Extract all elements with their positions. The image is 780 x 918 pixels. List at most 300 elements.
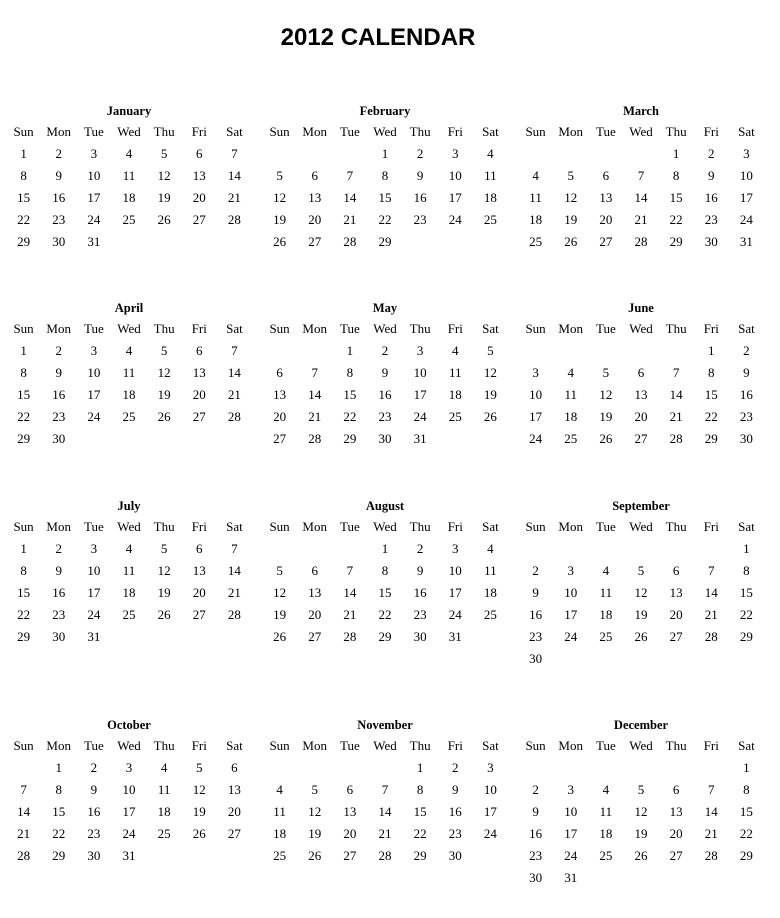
- day-cell: 20: [308, 212, 322, 227]
- day-cell: 6: [231, 760, 238, 775]
- day-cell: 21: [308, 409, 322, 424]
- day-cell: 8: [55, 782, 62, 797]
- day-cell: 6: [672, 563, 680, 578]
- day-cell: 17: [739, 190, 753, 205]
- day-cell: 27: [192, 212, 206, 227]
- empty-cell: [297, 757, 332, 779]
- day-cell: 24: [87, 409, 101, 424]
- day-cell: 4: [602, 782, 610, 797]
- day-cell: 31: [564, 870, 578, 885]
- day-cell: 1: [381, 541, 389, 556]
- day-cell: 7: [708, 782, 715, 797]
- day-cell: 23: [413, 607, 427, 622]
- week-row: [6, 801, 252, 823]
- day-cell: 18: [448, 387, 462, 402]
- day-cell: 22: [52, 826, 66, 841]
- day-cell: 8: [346, 365, 354, 380]
- day-cell: 23: [529, 848, 543, 863]
- empty-cell: [553, 648, 588, 670]
- weekday-label: Fri: [447, 124, 463, 139]
- day-cell: 9: [55, 168, 62, 183]
- day-cell: 28: [343, 629, 357, 644]
- empty-cell: [217, 845, 252, 867]
- day-cell: 25: [122, 212, 136, 227]
- week-row: [518, 779, 764, 801]
- day-cell: 6: [672, 782, 680, 797]
- week-row: [518, 340, 764, 362]
- day-cell: 12: [192, 782, 206, 797]
- week-row: [262, 384, 508, 406]
- day-cell: 2: [55, 146, 62, 161]
- day-cell: 10: [529, 387, 543, 402]
- day-cell: 20: [227, 804, 241, 819]
- day-cell: 16: [448, 804, 462, 819]
- weekday-label: Mon: [558, 519, 583, 534]
- day-cell: 14: [308, 387, 322, 402]
- day-cell: 8: [20, 563, 27, 578]
- day-cell: 26: [273, 629, 287, 644]
- day-cell: 25: [157, 826, 171, 841]
- day-cell: 1: [346, 343, 354, 358]
- weekday-label: Mon: [558, 321, 583, 336]
- day-cell: 22: [739, 826, 753, 841]
- day-cell: 4: [532, 168, 539, 183]
- weekday-label: Fri: [191, 738, 207, 753]
- day-cell: 1: [55, 760, 62, 775]
- day-cell: 31: [739, 234, 753, 249]
- week-row: [518, 823, 764, 845]
- weekday-label: Sat: [738, 124, 755, 139]
- weekday-label: Sat: [738, 321, 755, 336]
- day-cell: 21: [704, 826, 718, 841]
- weekday-label: Sun: [269, 519, 290, 534]
- day-cell: 28: [17, 848, 31, 863]
- day-cell: 27: [669, 629, 683, 644]
- empty-cell: [588, 867, 623, 889]
- day-cell: 1: [672, 146, 680, 161]
- day-cell: 28: [669, 431, 683, 446]
- weekday-label: Thu: [153, 738, 175, 753]
- day-cell: 6: [196, 146, 203, 161]
- day-cell: 25: [564, 431, 578, 446]
- day-cell: 13: [192, 563, 206, 578]
- empty-cell: [473, 428, 508, 450]
- day-cell: 3: [487, 760, 494, 775]
- weekday-label: Fri: [447, 519, 463, 534]
- weekday-header: [6, 516, 252, 538]
- empty-cell: [588, 757, 623, 779]
- day-cell: 9: [708, 168, 715, 183]
- week-row: [518, 165, 764, 187]
- day-cell: 14: [634, 190, 648, 205]
- day-cell: 25: [483, 212, 497, 227]
- empty-cell: [367, 757, 402, 779]
- empty-cell: [623, 648, 658, 670]
- day-cell: 2: [55, 541, 62, 556]
- day-cell: 22: [669, 212, 683, 227]
- day-cell: 8: [20, 168, 27, 183]
- week-row: [6, 209, 252, 231]
- month-april: [6, 298, 252, 450]
- day-cell: 20: [343, 826, 357, 841]
- weekday-header: [6, 735, 252, 757]
- weekday-header: [262, 121, 508, 143]
- empty-cell: [262, 538, 297, 560]
- day-cell: 5: [160, 146, 168, 161]
- day-cell: 4: [160, 760, 168, 775]
- day-cell: 21: [227, 387, 241, 402]
- empty-cell: [518, 340, 553, 362]
- day-cell: 9: [532, 804, 539, 819]
- day-cell: 29: [17, 629, 31, 644]
- week-row: [518, 428, 764, 450]
- weekday-label: Tue: [595, 738, 616, 753]
- weekday-label: Sat: [738, 519, 755, 534]
- week-row: [518, 626, 764, 648]
- weekday-header: [262, 516, 508, 538]
- empty-cell: [694, 757, 729, 779]
- week-row: [6, 845, 252, 867]
- day-cell: 18: [564, 409, 578, 424]
- day-cell: 28: [227, 607, 241, 622]
- day-cell: 3: [416, 343, 424, 358]
- day-cell: 11: [529, 190, 542, 205]
- day-cell: 7: [672, 365, 680, 380]
- day-cell: 5: [196, 760, 203, 775]
- day-cell: 30: [413, 629, 427, 644]
- day-cell: 12: [599, 387, 613, 402]
- day-cell: 13: [308, 190, 322, 205]
- empty-cell: [438, 428, 473, 450]
- day-cell: 11: [122, 168, 136, 183]
- empty-cell: [588, 143, 623, 165]
- week-row: [262, 209, 508, 231]
- day-cell: 22: [378, 607, 392, 622]
- weekday-label: Mon: [558, 124, 583, 139]
- day-cell: 11: [157, 782, 171, 797]
- day-cell: 9: [90, 782, 98, 797]
- day-cell: 17: [87, 585, 101, 600]
- weekday-label: Tue: [339, 124, 360, 139]
- week-row: [6, 428, 252, 450]
- weekday-label: Wed: [629, 738, 653, 753]
- month-name: May: [372, 301, 398, 315]
- day-cell: 15: [378, 190, 392, 205]
- week-row: [262, 165, 508, 187]
- day-cell: 7: [381, 782, 389, 797]
- day-cell: 5: [567, 168, 574, 183]
- day-cell: 22: [17, 409, 31, 424]
- month-november: [262, 715, 508, 867]
- week-row: [518, 582, 764, 604]
- day-cell: 5: [160, 343, 168, 358]
- day-cell: 24: [564, 629, 578, 644]
- day-cell: 23: [448, 826, 462, 841]
- week-row: [262, 582, 508, 604]
- day-cell: 11: [484, 563, 497, 578]
- day-cell: 21: [704, 607, 718, 622]
- day-cell: 16: [739, 387, 753, 402]
- day-cell: 29: [669, 234, 683, 249]
- day-cell: 3: [452, 146, 459, 161]
- day-cell: 30: [448, 848, 462, 863]
- day-cell: 22: [378, 212, 392, 227]
- day-cell: 28: [704, 629, 718, 644]
- day-cell: 6: [346, 782, 354, 797]
- month-name: August: [365, 499, 405, 513]
- day-cell: 1: [20, 541, 27, 556]
- month-name: November: [357, 718, 413, 732]
- day-cell: 23: [52, 409, 66, 424]
- week-row: [518, 187, 764, 209]
- day-cell: 4: [487, 541, 494, 556]
- day-cell: 28: [227, 212, 241, 227]
- day-cell: 6: [311, 168, 318, 183]
- day-cell: 6: [196, 541, 203, 556]
- day-cell: 4: [125, 541, 133, 556]
- day-cell: 15: [17, 190, 31, 205]
- day-cell: 10: [448, 168, 462, 183]
- day-cell: 4: [125, 343, 133, 358]
- day-cell: 19: [157, 585, 171, 600]
- week-row: [262, 604, 508, 626]
- day-cell: 27: [273, 431, 287, 446]
- weekday-label: Tue: [339, 321, 360, 336]
- day-cell: 26: [564, 234, 578, 249]
- day-cell: 25: [448, 409, 462, 424]
- day-cell: 18: [273, 826, 287, 841]
- day-cell: 31: [87, 234, 101, 249]
- empty-cell: [623, 867, 658, 889]
- day-cell: 3: [532, 365, 539, 380]
- weekday-label: Thu: [409, 124, 431, 139]
- week-row: [518, 604, 764, 626]
- day-cell: 18: [599, 607, 613, 622]
- day-cell: 23: [52, 607, 66, 622]
- week-row: [518, 845, 764, 867]
- month-name: June: [628, 301, 654, 315]
- day-cell: 9: [743, 365, 750, 380]
- day-cell: 18: [599, 826, 613, 841]
- day-cell: 3: [743, 146, 750, 161]
- day-cell: 31: [87, 629, 101, 644]
- month-june: [518, 298, 764, 450]
- weekday-label: Wed: [117, 124, 141, 139]
- month-august: [262, 496, 508, 648]
- week-row: [518, 231, 764, 253]
- day-cell: 30: [52, 629, 66, 644]
- weekday-header: [518, 318, 764, 340]
- day-cell: 30: [52, 431, 66, 446]
- empty-cell: [111, 231, 146, 253]
- week-row: [6, 165, 252, 187]
- weekday-header: [518, 735, 764, 757]
- day-cell: 25: [273, 848, 287, 863]
- day-cell: 9: [416, 168, 424, 183]
- day-cell: 8: [708, 365, 715, 380]
- day-cell: 24: [564, 848, 578, 863]
- empty-cell: [297, 538, 332, 560]
- day-cell: 5: [487, 343, 494, 358]
- day-cell: 31: [448, 629, 462, 644]
- day-cell: 17: [564, 826, 578, 841]
- day-cell: 31: [413, 431, 427, 446]
- weekday-label: Tue: [83, 519, 104, 534]
- empty-cell: [518, 538, 553, 560]
- day-cell: 22: [17, 212, 31, 227]
- day-cell: 19: [634, 826, 648, 841]
- day-cell: 8: [416, 782, 424, 797]
- weekday-label: Wed: [373, 124, 397, 139]
- day-cell: 13: [599, 190, 613, 205]
- day-cell: 16: [413, 585, 427, 600]
- weekday-label: Sun: [269, 124, 290, 139]
- day-cell: 28: [634, 234, 648, 249]
- day-cell: 11: [122, 563, 136, 578]
- day-cell: 17: [87, 190, 101, 205]
- weekday-label: Sat: [226, 519, 243, 534]
- day-cell: 19: [157, 190, 171, 205]
- week-row: [262, 626, 508, 648]
- weekday-label: Wed: [117, 519, 141, 534]
- day-cell: 14: [669, 387, 683, 402]
- empty-cell: [332, 757, 367, 779]
- day-cell: 24: [448, 607, 462, 622]
- day-cell: 21: [378, 826, 392, 841]
- day-cell: 11: [449, 365, 462, 380]
- empty-cell: [182, 626, 217, 648]
- week-row: [262, 143, 508, 165]
- month-january: [6, 101, 252, 253]
- empty-cell: [553, 143, 588, 165]
- week-row: [262, 845, 508, 867]
- day-cell: 9: [55, 563, 62, 578]
- day-cell: 1: [743, 541, 750, 556]
- weekday-label: Mon: [46, 321, 71, 336]
- weekday-label: Sun: [269, 321, 290, 336]
- empty-cell: [111, 626, 146, 648]
- day-cell: 2: [55, 343, 62, 358]
- day-cell: 12: [634, 585, 648, 600]
- weekday-label: Tue: [339, 519, 360, 534]
- day-cell: 8: [743, 782, 750, 797]
- day-cell: 7: [637, 168, 645, 183]
- day-cell: 11: [599, 585, 613, 600]
- empty-cell: [76, 428, 111, 450]
- weekday-label: Thu: [409, 321, 431, 336]
- day-cell: 20: [669, 607, 683, 622]
- empty-cell: [297, 143, 332, 165]
- month-name: January: [106, 104, 152, 118]
- day-cell: 7: [231, 343, 238, 358]
- weekday-label: Wed: [373, 738, 397, 753]
- weekday-label: Fri: [447, 321, 463, 336]
- day-cell: 15: [378, 585, 392, 600]
- day-cell: 26: [599, 431, 613, 446]
- day-cell: 17: [87, 387, 101, 402]
- day-cell: 8: [381, 563, 389, 578]
- day-cell: 27: [669, 848, 683, 863]
- day-cell: 13: [192, 365, 206, 380]
- month-september: [518, 496, 764, 670]
- week-row: [518, 143, 764, 165]
- week-row: [518, 362, 764, 384]
- day-cell: 15: [17, 387, 31, 402]
- day-cell: 29: [343, 431, 357, 446]
- weekday-header: [262, 318, 508, 340]
- day-cell: 21: [669, 409, 683, 424]
- empty-cell: [694, 648, 729, 670]
- weekday-label: Fri: [447, 738, 463, 753]
- weekday-label: Mon: [302, 738, 327, 753]
- day-cell: 5: [637, 563, 645, 578]
- day-cell: 23: [52, 212, 66, 227]
- day-cell: 19: [308, 826, 322, 841]
- day-cell: 25: [529, 234, 543, 249]
- day-cell: 18: [483, 585, 497, 600]
- day-cell: 5: [276, 168, 283, 183]
- day-cell: 29: [17, 234, 31, 249]
- day-cell: 3: [125, 760, 133, 775]
- weekday-label: Fri: [191, 124, 207, 139]
- day-cell: 10: [413, 365, 427, 380]
- empty-cell: [588, 648, 623, 670]
- weekday-label: Fri: [703, 738, 719, 753]
- day-cell: 5: [160, 541, 168, 556]
- weekday-label: Fri: [191, 519, 207, 534]
- day-cell: 26: [157, 409, 171, 424]
- day-cell: 11: [273, 804, 286, 819]
- day-cell: 10: [483, 782, 497, 797]
- day-cell: 6: [276, 365, 283, 380]
- week-row: [6, 604, 252, 626]
- day-cell: 2: [416, 541, 424, 556]
- day-cell: 20: [669, 826, 683, 841]
- day-cell: 21: [227, 585, 241, 600]
- day-cell: 30: [739, 431, 753, 446]
- week-row: [6, 757, 252, 779]
- day-cell: 1: [20, 146, 27, 161]
- month-name: April: [114, 301, 144, 315]
- day-cell: 14: [227, 365, 241, 380]
- day-cell: 12: [157, 365, 171, 380]
- week-row: [518, 757, 764, 779]
- day-cell: 29: [704, 431, 718, 446]
- day-cell: 12: [157, 168, 171, 183]
- weekday-label: Wed: [117, 321, 141, 336]
- day-cell: 16: [52, 387, 66, 402]
- day-cell: 8: [672, 168, 680, 183]
- day-cell: 16: [52, 190, 66, 205]
- day-cell: 11: [484, 168, 497, 183]
- day-cell: 4: [487, 146, 494, 161]
- day-cell: 16: [704, 190, 718, 205]
- weekday-label: Sat: [482, 124, 499, 139]
- weekday-label: Fri: [703, 519, 719, 534]
- day-cell: 30: [52, 234, 66, 249]
- day-cell: 23: [704, 212, 718, 227]
- week-row: [262, 428, 508, 450]
- day-cell: 13: [273, 387, 287, 402]
- weekday-label: Thu: [665, 738, 687, 753]
- day-cell: 12: [634, 804, 648, 819]
- day-cell: 9: [416, 563, 424, 578]
- weekday-label: Sun: [525, 124, 546, 139]
- week-row: [6, 823, 252, 845]
- day-cell: 6: [311, 563, 318, 578]
- empty-cell: [694, 867, 729, 889]
- day-cell: 24: [87, 607, 101, 622]
